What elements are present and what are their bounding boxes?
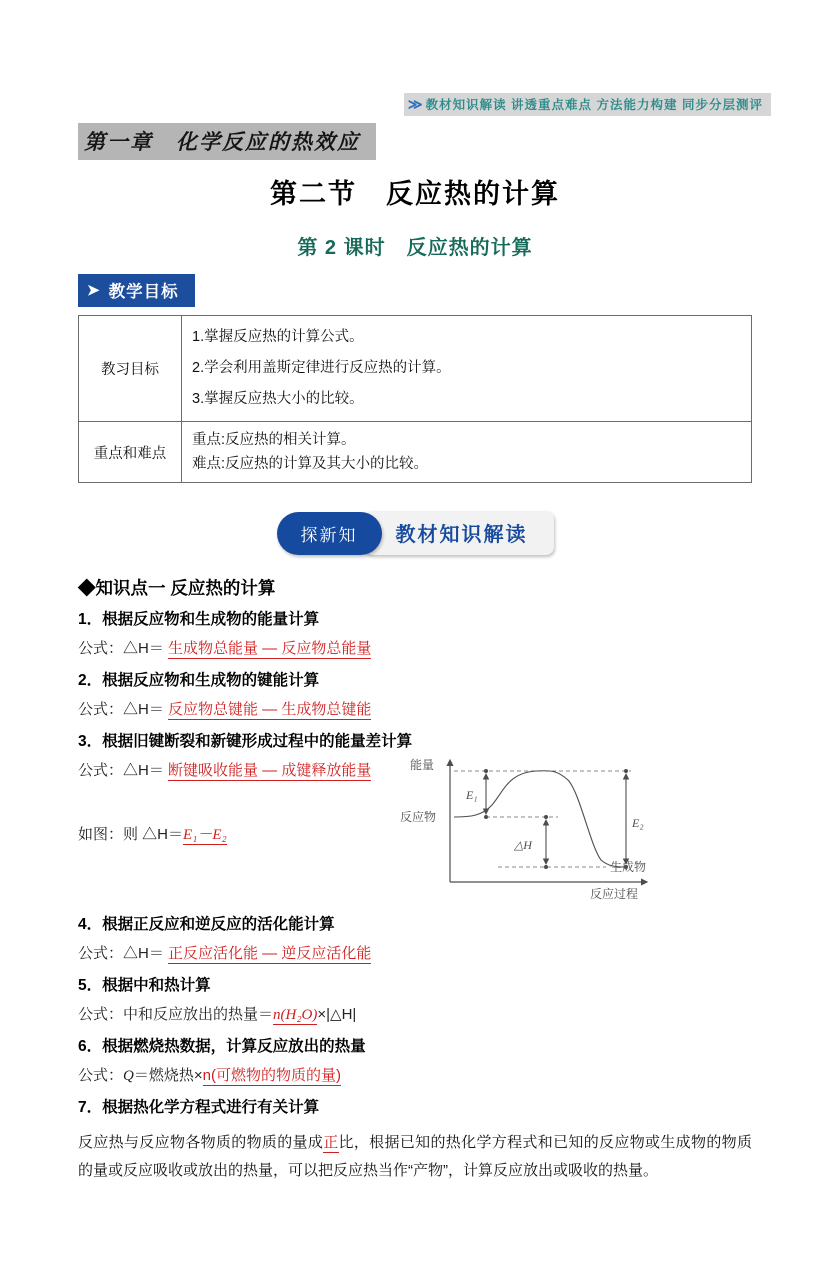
formula-q-symbol: Q [123, 1068, 134, 1084]
table-row [79, 316, 752, 422]
paragraph-red-answer: 正 [323, 1134, 339, 1151]
method-2-heading: 2．根据反应物和生成物的键能计算 [78, 672, 320, 689]
table-row-content [182, 422, 752, 483]
header-tagline-row [0, 93, 771, 116]
difficulty-line: 难点:反应热的计算及其大小的比较。 [192, 456, 429, 472]
formula-mid: ＝燃烧热× [133, 1067, 203, 1084]
table-row-label: 重点和难点 [79, 422, 182, 483]
goal-badge-label: 教学目标 [108, 283, 179, 301]
formula-label: 公式：△H＝ [78, 701, 169, 718]
formula-label: 公式：中和反应放出的热量＝ [78, 1006, 274, 1023]
formula-answer: 断键吸收能量 — 成键释放能量 [168, 762, 372, 779]
knowledge-point-title: ◆知识点一 反应热的计算 [78, 578, 276, 598]
delta-h-bottom-dot [544, 865, 548, 869]
figure-note [78, 823, 227, 844]
method-7-heading: 7．根据热化学方程式进行有关计算 [78, 1099, 320, 1116]
chapter-title: 第一章 化学反应的热效应 [78, 123, 376, 160]
energy-profile-diagram [398, 749, 663, 901]
formula-label: 公式：△H＝ [78, 762, 169, 779]
teaching-goal-table [78, 315, 752, 483]
formula-label: 公式：△H＝ [78, 945, 169, 962]
method-1-formula [78, 637, 752, 661]
diagram-reactant-label: 反应物 [400, 810, 437, 824]
diagram-delta-h-label: △H [514, 838, 532, 852]
header-tagline-strip [404, 93, 771, 116]
formula-suffix: ×|△H| [317, 1006, 357, 1023]
header-tagline-text: 教材知识解读 讲透重点难点 方法能力构建 同步分层测评 [425, 98, 763, 112]
diagram-x-axis-label: 反应过程 [590, 887, 639, 901]
focus-line: 重点:反应热的相关计算。 [192, 432, 356, 448]
table-row [79, 422, 752, 483]
table-row-label: 教习目标 [79, 316, 182, 422]
e1-top-dot [484, 769, 488, 773]
formula-answer: 反应物总键能 — 生成物总键能 [168, 701, 372, 718]
paragraph-part-1: 反应热与反应物各物质的物质的量成 [78, 1134, 324, 1151]
diagram-e1-label: E₁ [466, 788, 478, 802]
method-3-heading: 3．根据旧键断裂和新键形成过程中的能量差计算 [78, 733, 413, 750]
energy-diagram-row [78, 759, 752, 905]
method-6-formula [78, 1064, 752, 1088]
explore-banner [78, 511, 752, 555]
method-5-formula [78, 1003, 752, 1027]
e1-bottom-dot [484, 815, 488, 819]
diagram-e2-label: E₂ [632, 816, 644, 830]
e2-top-dot [624, 769, 628, 773]
formula-answer: n(H₂O) [273, 1007, 318, 1023]
method-7-paragraph [78, 1129, 752, 1185]
delta-h-top-dot [544, 815, 548, 819]
page-content [0, 116, 827, 1185]
energy-curve [454, 771, 624, 867]
goal-line: 3.掌握反应热大小的比较。 [192, 391, 364, 407]
method-4-heading: 4．根据正反应和逆反应的活化能计算 [78, 916, 335, 933]
arrow-icon: ➤ [87, 281, 101, 299]
table-row-content [182, 316, 752, 422]
document-page [0, 93, 827, 1262]
section-title: 第二节 反应热的计算 [270, 179, 560, 209]
diagram-product-label: 生成物 [610, 860, 647, 874]
figure-note-label: 如图：则 △H＝ [78, 826, 184, 843]
explore-banner-label: 教材知识解读 [364, 511, 554, 555]
method-6-heading: 6．根据燃烧热数据，计算反应放出的热量 [78, 1038, 366, 1055]
method-2-formula [78, 698, 752, 722]
figure-note-answer: E₁－E₂ [183, 827, 227, 843]
lesson-title: 第 2 课时 反应热的计算 [297, 237, 533, 259]
goal-line: 2.学会利用盖斯定律进行反应热的计算。 [192, 360, 451, 376]
method-1-heading: 1．根据反应物和生成物的能量计算 [78, 611, 320, 628]
explore-pill-badge: 探新知 [277, 512, 382, 555]
double-chevron-icon: ≫ [407, 96, 423, 112]
formula-answer: 生成物总能量 — 反应物总能量 [168, 640, 372, 657]
paragraph-part-2: 比，根据已知的热化学方程式和已知的反应物或生成物的物质的量或反应吸收或放出的热量，可以把反应热当作“产物”，计算反应放出或吸收的热量。 [78, 1134, 752, 1179]
teaching-goal-badge [78, 274, 195, 307]
formula-answer: n(可燃物的物质的量) [202, 1067, 341, 1084]
formula-label: 公式：△H＝ [78, 640, 169, 657]
diagram-y-axis-label: 能量 [410, 758, 435, 772]
method-4-formula [78, 942, 752, 966]
formula-answer: 正反应活化能 — 逆反应活化能 [168, 945, 372, 962]
goal-line: 1.掌握反应热的计算公式。 [192, 329, 364, 345]
method-5-heading: 5．根据中和热计算 [78, 977, 211, 994]
formula-label: 公式： [78, 1067, 124, 1084]
